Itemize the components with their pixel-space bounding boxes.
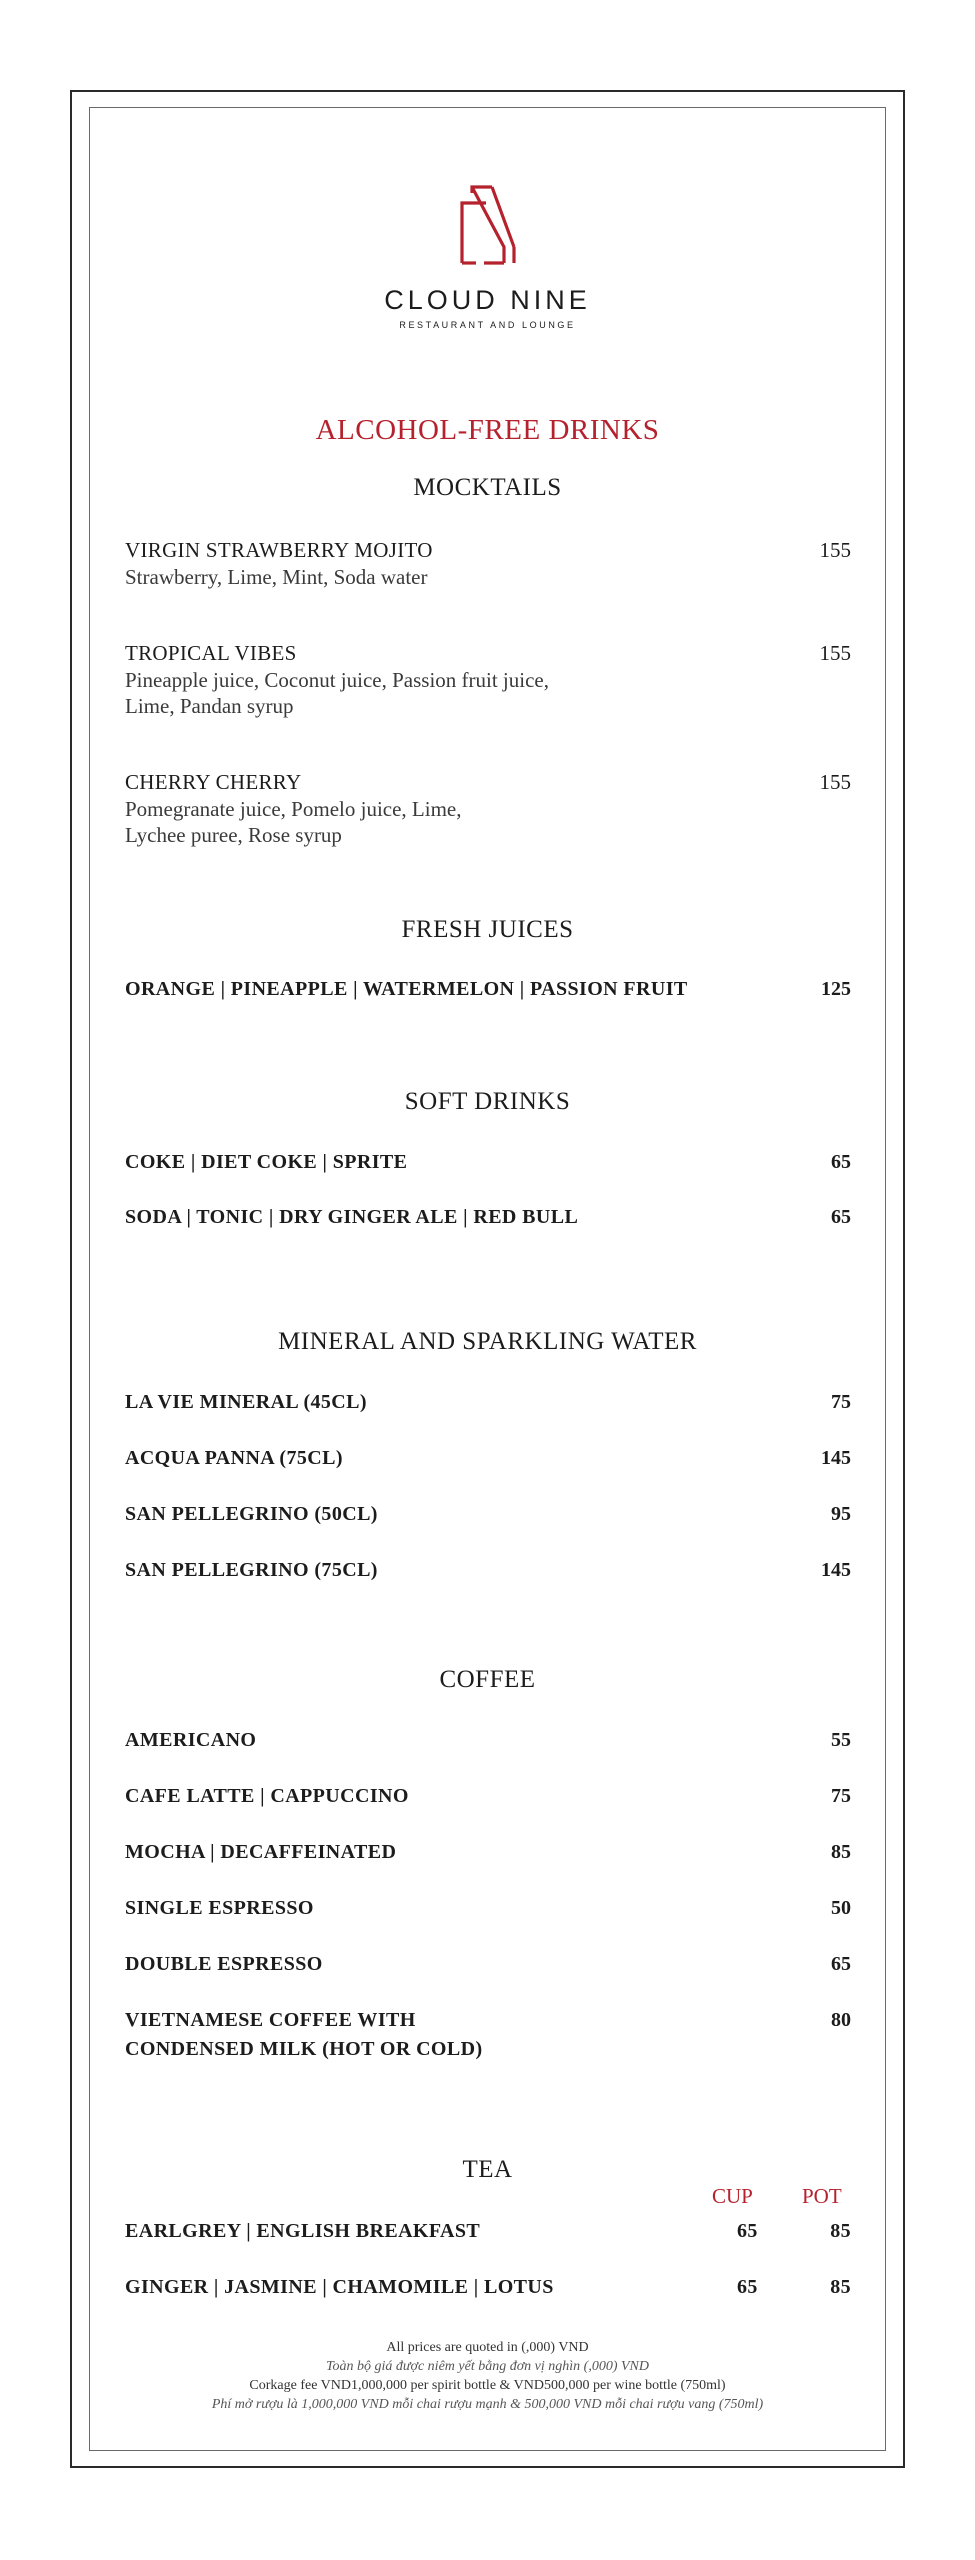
item-name: VIRGIN STRAWBERRY MOJITO bbox=[125, 538, 433, 562]
menu-item bbox=[125, 1391, 851, 1414]
item-price-pot: 85 bbox=[830, 2220, 851, 2242]
item-price: 65 bbox=[831, 1151, 851, 1173]
tea-column-cup: CUP bbox=[712, 2184, 753, 2208]
item-name-line2: CONDENSED MILK (HOT OR COLD) bbox=[125, 2038, 483, 2060]
item-price: 75 bbox=[831, 1391, 851, 1413]
item-name: SINGLE ESPRESSO bbox=[125, 1897, 314, 1919]
item-price-cup: 65 bbox=[737, 2276, 758, 2298]
item-name: AMERICANO bbox=[125, 1729, 257, 1751]
menu-item bbox=[125, 1785, 851, 1808]
menu-item bbox=[125, 1503, 851, 1526]
menu-item bbox=[125, 1897, 851, 1920]
item-name: SAN PELLEGRINO (75CL) bbox=[125, 1559, 378, 1581]
footer-notes bbox=[0, 2338, 975, 2414]
footer-corkage-note: Corkage fee VND1,000,000 per spirit bottle & VND500,000 per wine bottle (750ml) bbox=[249, 2378, 726, 2393]
menu-item bbox=[125, 1206, 851, 1229]
tea-column-pot: POT bbox=[802, 2184, 842, 2208]
menu-item bbox=[125, 1447, 851, 1470]
menu-item bbox=[125, 1841, 851, 1864]
section-title-coffee: COFFEE bbox=[439, 1666, 536, 1693]
menu-item bbox=[125, 2009, 851, 2061]
menu-item bbox=[125, 1729, 851, 1752]
item-price: 85 bbox=[831, 1841, 851, 1863]
item-name: LA VIE MINERAL (45CL) bbox=[125, 1391, 367, 1413]
item-name: GINGER | JASMINE | CHAMOMILE | LOTUS bbox=[125, 2276, 554, 2298]
item-price: 155 bbox=[819, 641, 851, 665]
menu-item bbox=[125, 1953, 851, 1976]
menu-item bbox=[125, 770, 851, 848]
item-description: Pineapple juice, Coconut juice, Passion fruit juice, bbox=[125, 668, 549, 692]
brand-name: CLOUD NINE bbox=[384, 285, 591, 315]
footer-price-note-vi: Toàn bộ giá được niêm yết bằng đơn vị nghìn (,000) VND bbox=[325, 2359, 650, 2374]
item-name: ORANGE | PINEAPPLE | WATERMELON | PASSION FRUIT bbox=[125, 978, 688, 1000]
item-price: 75 bbox=[831, 1785, 851, 1807]
menu-item bbox=[125, 1151, 851, 1174]
section-title-fresh-juices: FRESH JUICES bbox=[401, 916, 574, 943]
item-price: 80 bbox=[831, 2009, 851, 2031]
item-name: CHERRY CHERRY bbox=[125, 770, 302, 794]
section-title-mocktails: MOCKTAILS bbox=[413, 474, 562, 501]
item-price: 95 bbox=[831, 1503, 851, 1525]
section-title-soft-drinks: SOFT DRINKS bbox=[404, 1088, 571, 1115]
item-price: 55 bbox=[831, 1729, 851, 1751]
item-price: 125 bbox=[821, 978, 851, 1000]
footer-price-note: All prices are quoted in (,000) VND bbox=[386, 2340, 589, 2355]
item-price-cup: 65 bbox=[737, 2220, 758, 2242]
item-price: 50 bbox=[831, 1897, 851, 1919]
inner-border bbox=[89, 107, 886, 2451]
item-name: CAFE LATTE | CAPPUCCINO bbox=[125, 1785, 409, 1807]
item-price: 155 bbox=[819, 770, 851, 794]
item-name: COKE | DIET COKE | SPRITE bbox=[125, 1151, 408, 1173]
menu-item bbox=[125, 2220, 851, 2243]
item-name: ACQUA PANNA (75CL) bbox=[125, 1447, 343, 1469]
item-name: EARLGREY | ENGLISH BREAKFAST bbox=[125, 2220, 481, 2242]
item-description: Pomegranate juice, Pomelo juice, Lime, bbox=[125, 797, 462, 821]
item-price: 145 bbox=[821, 1559, 851, 1581]
footer-corkage-note-vi: Phí mở rượu là 1,000,000 VND mỗi chai rượu mạnh & 500,000 VND mỗi chai rượu vang (750ml) bbox=[211, 2397, 764, 2412]
section-title-water: MINERAL AND SPARKLING WATER bbox=[278, 1328, 697, 1355]
menu-item bbox=[125, 1559, 851, 1582]
item-name: SAN PELLEGRINO (50CL) bbox=[125, 1503, 378, 1525]
item-price: 155 bbox=[819, 538, 851, 562]
item-price: 65 bbox=[831, 1953, 851, 1975]
menu-item bbox=[125, 2276, 851, 2299]
item-description: Lime, Pandan syrup bbox=[125, 694, 294, 718]
menu-item bbox=[125, 978, 851, 1001]
item-price: 145 bbox=[821, 1447, 851, 1469]
item-price: 65 bbox=[831, 1206, 851, 1228]
cloud-nine-logo-icon bbox=[456, 185, 520, 265]
item-name: DOUBLE ESPRESSO bbox=[125, 1953, 323, 1975]
item-description: Lychee puree, Rose syrup bbox=[125, 823, 342, 847]
item-name: VIETNAMESE COFFEE WITH bbox=[125, 2009, 416, 2031]
brand-tagline: RESTAURANT AND LOUNGE bbox=[399, 320, 576, 330]
item-name: SODA | TONIC | DRY GINGER ALE | RED BULL bbox=[125, 1206, 579, 1228]
item-name: MOCHA | DECAFFEINATED bbox=[125, 1841, 397, 1863]
brand-logo bbox=[0, 185, 975, 330]
item-price-pot: 85 bbox=[830, 2276, 851, 2298]
menu-title: ALCOHOL-FREE DRINKS bbox=[315, 414, 660, 446]
item-name: TROPICAL VIBES bbox=[125, 641, 297, 665]
menu-item bbox=[125, 641, 851, 719]
item-description: Strawberry, Lime, Mint, Soda water bbox=[125, 565, 428, 589]
section-title-tea: TEA bbox=[462, 2156, 513, 2183]
menu-item bbox=[125, 538, 851, 590]
